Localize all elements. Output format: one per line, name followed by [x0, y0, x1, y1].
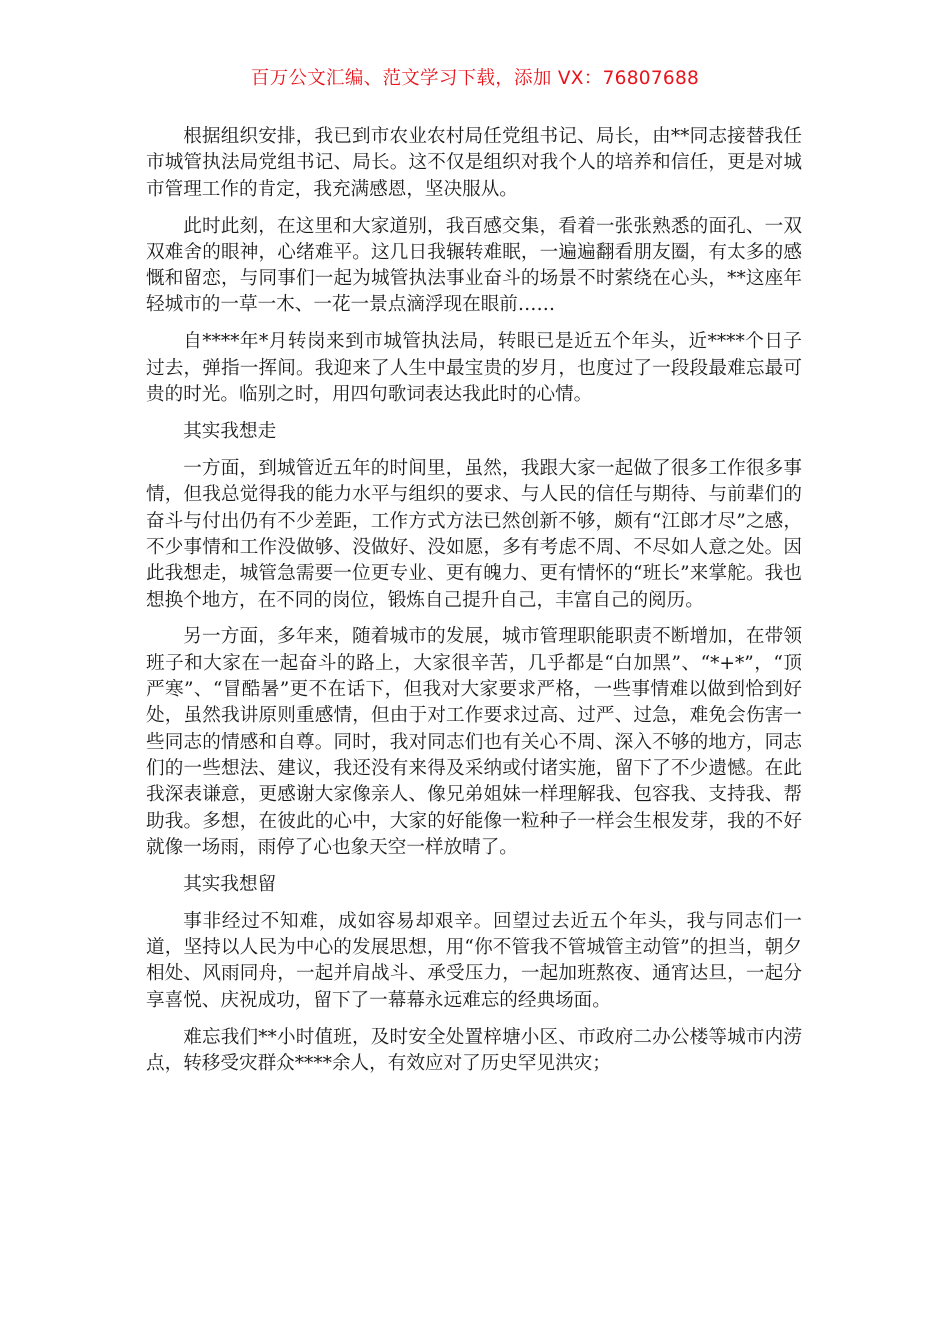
paragraph-1: 根据组织安排，我已到市农业农村局任党组书记、局长，由**同志接替我任市城管执法局党组书记、局长。这不仅是组织对我个人的培养和信任，更是对城市管理工作的肯定，我充满感恩，坚决服从。: [146, 126, 802, 200]
document-body: [146, 124, 802, 1088]
header-banner: 百万公文汇编、范文学习下载，添加 VX：76807688: [250, 68, 700, 89]
paragraph-6: 事非经过不知难，成如容易却艰辛。回望过去近五个年头，我与同志们一道，坚持以人民为中心的发展思想，用“你不管我不管城管主动管”的担当，朝夕相处、风雨同舟，一起并肩战斗、承受压力，一起加班熬夜、通宵达旦，一起分享喜悦、庆祝成功，留下了一幕幕永远难忘的经典场面。: [146, 910, 802, 1011]
paragraph-4: 一方面，到城管近五年的时间里，虽然，我跟大家一起做了很多工作很多事情，但我总觉得我的能力水平与组织的要求、与人民的信任与期待、与前辈们的奋斗与付出仍有不少差距，工作方式方法已然创新不够，颇有“江郎才尽”之感，不少事情和工作没做够、没做好、没如愿，多有考虑不周、不尽如人意之处。因此我想走，城管急需要一位更专业、更有魄力、更有情怀的“班长”来掌舵。我也想换个地方，在不同的岗位，锻炼自己提升自己，丰富自己的阅历。: [146, 458, 802, 611]
paragraph-3: 自****年*月转岗来到市城管执法局，转眼已是近五个年头，近****个日子过去，弹指一挥间。我迎来了人生中最宝贵的岁月，也度过了一段段最难忘最可贵的时光。临别之时，用四句歌词表达我此时的心情。: [146, 331, 802, 406]
section-heading-want-to-stay: 其实我想留: [183, 873, 277, 895]
paragraph-5: 另一方面，多年来，随着城市的发展，城市管理职能职责不断增加，在带领班子和大家在一起奋斗的路上，大家很辛苦，几乎都是“白加黑”、“*+*”，“顶严寒”、“冒酷暑”更不在话下，但我对大家要求严格，一些事情难以做到恰到好处，虽然我讲原则重感情，但由于对工作要求过高、过严、过急，难免会伤害一些同志的情感和自尊。同时，我对同志们也有关心不周、深入不够的地方，同志们的一些想法、建议，我还没有来得及采纳或付诸实施，留下了不少遗憾。在此我深表谦意，更感谢大家像亲人、像兄弟姐妹一样理解我、包容我、支持我、帮助我。多想，在彼此的心中，大家的好能像一粒种子一样会生根发芽，我的不好就像一场雨，雨停了心也象天空一样放晴了。: [146, 626, 802, 858]
paragraph-7: 难忘我们**小时值班，及时安全处置梓塘小区、市政府二办公楼等城市内涝点，转移受灾群众****余人，有效应对了历史罕见洪灾；: [146, 1026, 802, 1074]
paragraph-2: 此时此刻，在这里和大家道别，我百感交集，看着一张张熟悉的面孔、一双双难舍的眼神，心绪难平。这几日我辗转难眠，一遍遍翻看朋友圈，有太多的感慨和留恋，与同事们一起为城管执法事业奋斗的场景不时萦绕在心头，**这座年轻城市的一草一木、一花一景点滴浮现在眼前……: [146, 215, 802, 316]
section-heading-want-to-leave: 其实我想走: [183, 421, 277, 443]
